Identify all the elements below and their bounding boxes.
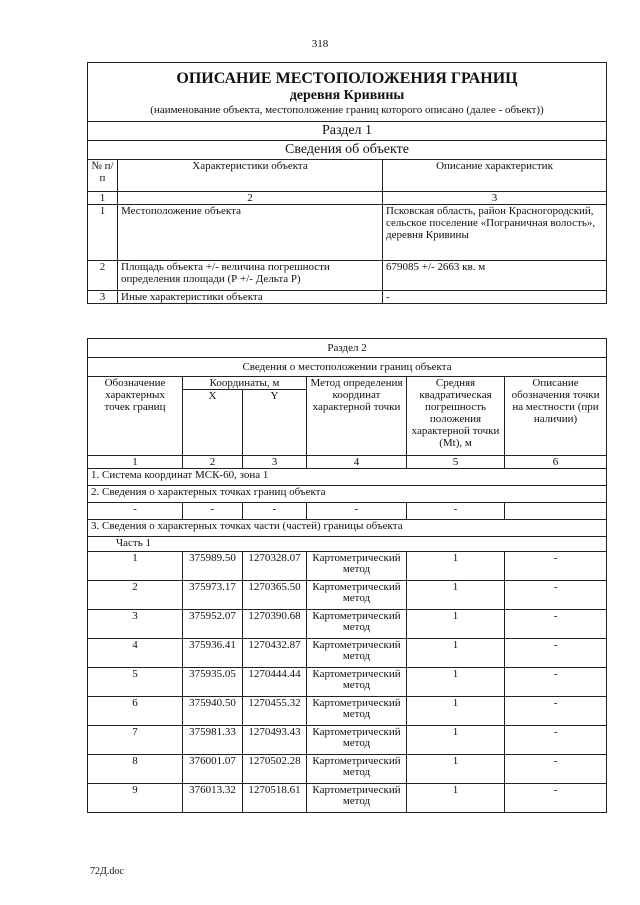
point-number: 4 [88,639,183,668]
point-x: 375981.33 [183,726,243,755]
point-method: Картометрический метод [307,784,407,813]
row-description: - [383,291,607,304]
point-method: Картометрический метод [307,552,407,581]
point-mt: 1 [407,668,505,697]
point-description: - [505,552,607,581]
table-row [88,697,607,726]
empty-cell: - [88,503,183,520]
point-description: - [505,668,607,697]
point-y: 1270444.44 [243,668,307,697]
point-mt: 1 [407,552,505,581]
col-number: 5 [407,456,505,469]
table-row [88,755,607,784]
table-row [88,784,607,813]
object-name: деревня Кривины [289,88,405,103]
col-number: 3 [243,456,307,469]
point-y: 1270390.68 [243,610,307,639]
section1-subheading: Сведения об объекте [88,141,607,160]
point-y: 1270518.61 [243,784,307,813]
point-x: 376001.07 [183,755,243,784]
point-mt: 1 [407,610,505,639]
section1-heading-row [88,122,607,141]
point-x: 375973.17 [183,581,243,610]
table-row [88,552,607,581]
title-row [88,63,607,122]
row-number: 1 [88,205,118,261]
row-number: 3 [88,291,118,304]
object-note: (наименование объекта, местоположение границ которого описано (далее - объект)) [150,104,544,116]
table-row [88,726,607,755]
empty-cell [505,503,607,520]
point-method: Картометрический метод [307,697,407,726]
section2-table [87,338,607,813]
row-characteristic: Местоположение объекта [118,205,383,261]
row-characteristic: Иные характеристики объекта [118,291,383,304]
point-method: Картометрический метод [307,755,407,784]
system-row [88,469,607,486]
section1-heading: Раздел 1 [88,122,607,141]
col-header-precision: Средняя квадратическая погрешность положения характерной точки (Mt), м [407,377,505,456]
section2-subheading: Сведения о местоположении границ объекта [88,358,607,377]
point-y: 1270365.50 [243,581,307,610]
point-x: 375935.05 [183,668,243,697]
points-heading: 2. Сведения о характерных точках границ объекта [88,486,607,503]
col-header-x: X [183,390,243,456]
point-mt: 1 [407,639,505,668]
point-x: 375952.07 [183,610,243,639]
section2-colnum-row [88,456,607,469]
point-method: Картометрический метод [307,639,407,668]
col-header-y: Y [243,390,307,456]
table-row [88,205,607,261]
section2-subheading-row [88,358,607,377]
col-number: 6 [505,456,607,469]
empty-cell: - [243,503,307,520]
points-heading-row [88,486,607,503]
point-number: 2 [88,581,183,610]
col-number: 2 [118,192,383,205]
point-number: 5 [88,668,183,697]
section1-table [87,62,607,304]
table-row [88,581,607,610]
row-number: 2 [88,261,118,291]
point-description: - [505,639,607,668]
col-number: 1 [88,456,183,469]
parts-heading-row [88,520,607,537]
empty-cell: - [183,503,243,520]
empty-cell: - [307,503,407,520]
point-description: - [505,784,607,813]
row-description: Псковская область, район Красногородский, сельское поселение «Пограничная волость», деревня Кривины [383,205,607,261]
point-y: 1270455.32 [243,697,307,726]
parts-heading: 3. Сведения о характерных точках части (частей) границы объекта [88,520,607,537]
col-header-num: № п/п [88,160,118,192]
point-y: 1270493.43 [243,726,307,755]
point-y: 1270432.87 [243,639,307,668]
point-description: - [505,581,607,610]
point-number: 7 [88,726,183,755]
section1-subheading-row [88,141,607,160]
table-row [88,639,607,668]
col-number: 1 [88,192,118,205]
col-number: 3 [383,192,607,205]
point-mt: 1 [407,697,505,726]
col-number: 4 [307,456,407,469]
point-method: Картометрический метод [307,726,407,755]
section2-header-row [88,377,607,390]
point-description: - [505,697,607,726]
point-description: - [505,726,607,755]
footer-filename: 72Д.doc [90,866,124,877]
point-method: Картометрический метод [307,668,407,697]
page-number: 318 [311,38,329,50]
table-row [88,668,607,697]
row-characteristic: Площадь объекта +/- величина погрешности определения площади (Р +/- Дельта Р) [118,261,383,291]
coordinate-system: 1. Система координат МСК-60, зона 1 [88,469,607,486]
col-header-description: Описание характеристик [383,160,607,192]
col-header-method: Метод определения координат характерной точки [307,377,407,456]
point-description: - [505,610,607,639]
point-number: 1 [88,552,183,581]
col-number: 2 [183,456,243,469]
row-description: 679085 +/- 2663 кв. м [383,261,607,291]
point-x: 376013.32 [183,784,243,813]
table-row [88,503,607,520]
point-number: 8 [88,755,183,784]
point-number: 6 [88,697,183,726]
point-y: 1270502.28 [243,755,307,784]
table-row [88,610,607,639]
point-number: 9 [88,784,183,813]
point-mt: 1 [407,784,505,813]
point-method: Картометрический метод [307,581,407,610]
point-mt: 1 [407,726,505,755]
point-x: 375989.50 [183,552,243,581]
point-x: 375940.50 [183,697,243,726]
point-method: Картометрический метод [307,610,407,639]
point-number: 3 [88,610,183,639]
section2-heading: Раздел 2 [88,339,607,358]
empty-cell: - [407,503,505,520]
col-header-coords: Координаты, м [183,377,307,390]
section2-heading-row [88,339,607,358]
col-header-point-description: Описание обозначения точки на местности (при наличии) [505,377,607,456]
part-label: Часть 1 [88,537,607,552]
table-row [88,291,607,304]
document-title: ОПИСАНИЕ МЕСТОПОЛОЖЕНИЯ ГРАНИЦ [176,70,518,87]
col-header-characteristic: Характеристики объекта [118,160,383,192]
point-description: - [505,755,607,784]
part-label-row [88,537,607,552]
section1-header-row [88,160,607,192]
point-mt: 1 [407,755,505,784]
section1-colnum-row [88,192,607,205]
point-mt: 1 [407,581,505,610]
col-header-point: Обозначение характерных точек границ [88,377,183,456]
point-y: 1270328.07 [243,552,307,581]
point-x: 375936.41 [183,639,243,668]
table-row [88,261,607,291]
